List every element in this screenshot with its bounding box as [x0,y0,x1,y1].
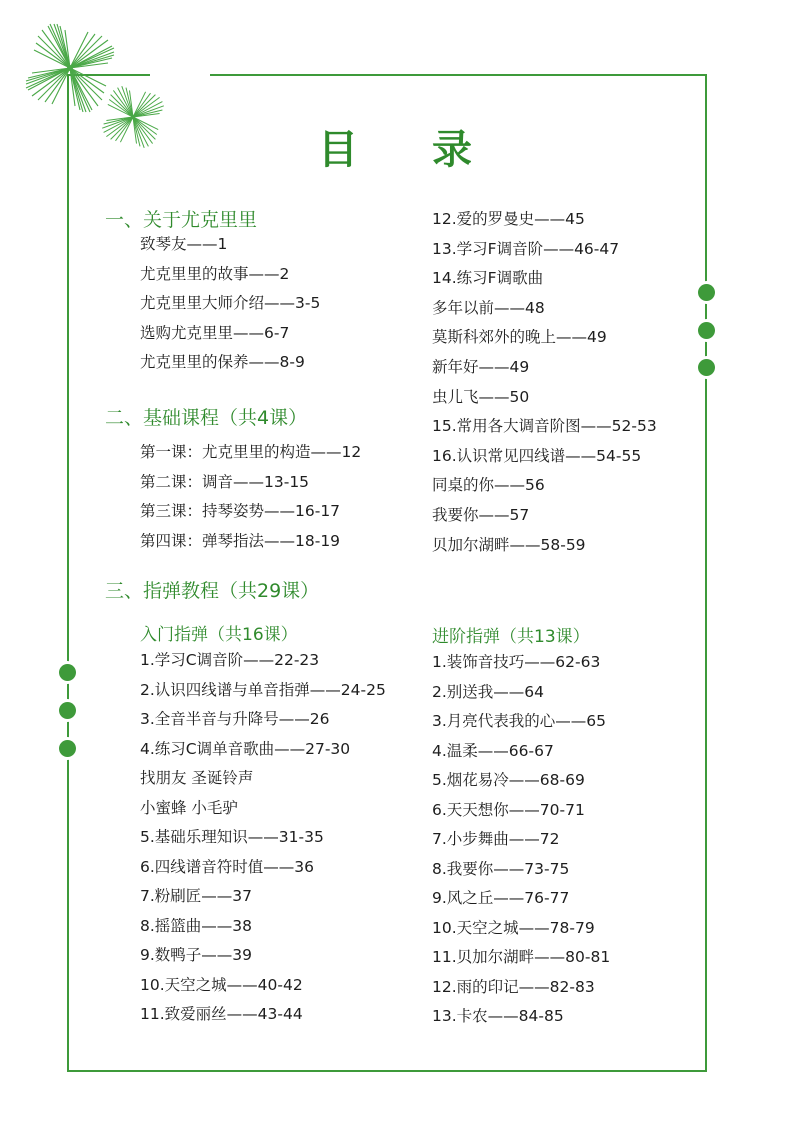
toc-entry: 13.学习F调音阶——46-47 [432,239,620,258]
toc-entry: 新年好——49 [432,358,530,376]
toc-entry: 我要你——57 [432,506,530,524]
toc-entry: 找朋友 圣诞铃声 [140,769,254,787]
toc-entry: 12.雨的印记——82-83 [432,977,595,996]
toc-entry: 10.天空之城——40-42 [140,975,303,994]
green-dot-icon [698,359,715,376]
toc-entry: 16.认识常见四线谱——54-55 [432,446,642,465]
toc-entry: 11.致爱丽丝——43-44 [140,1005,303,1023]
green-dot-icon [59,740,76,757]
section-heading-2: 二、基础课程（共4课） [105,407,308,429]
section-heading-1: 一、关于尤克里里 [105,209,258,231]
toc-entry: 第一课：尤克里里的构造——12 [140,443,362,461]
toc-entry: 8.摇篮曲——38 [140,916,253,935]
subsection-heading-right: 进阶指弹（共13课） [432,627,590,647]
toc-entry: 莫斯科郊外的晚上——49 [432,328,607,347]
toc-entry: 同桌的你——56 [432,476,545,495]
toc-entry: 10.天空之城——78-79 [432,918,595,937]
toc-entry: 7.小步舞曲——72 [432,830,560,848]
green-dot-icon [59,664,76,681]
toc-entry: 7.粉刷匠——37 [140,887,253,905]
toc-entry: 8.我要你——73-75 [432,859,570,878]
toc-entry: 5.烟花易冷——68-69 [432,771,585,789]
toc-entry: 第四课：弹琴指法——18-19 [140,531,341,550]
toc-entry: 5.基础乐理知识——31-35 [140,828,324,846]
green-dot-icon [59,702,76,719]
toc-entry: 尤克里里大师介绍——3-5 [140,294,321,312]
toc-entry: 3.月亮代表我的心——65 [432,712,607,730]
toc-entry: 4.练习C调单音歌曲——27-30 [140,739,351,758]
toc-entry: 虫儿飞——50 [432,387,530,406]
toc-entry: 2.别送我——64 [432,682,545,701]
toc-entry: 选购尤克里里——6-7 [140,323,290,342]
toc-entry: 15.常用各大调音阶图——52-53 [432,417,657,436]
toc-entry: 尤克里里的故事——2 [140,264,290,283]
toc-entry: 第二课：调音——13-15 [140,472,310,491]
toc-entry: 尤克里里的保养——8-9 [140,353,305,371]
green-dot-icon [698,322,715,339]
toc-entry: 9.风之丘——76-77 [432,889,570,907]
toc-entry: 6.四线谱音符时值——36 [140,857,315,876]
section-heading-3: 三、指弹教程（共29课） [105,580,320,602]
toc-entry: 小蜜蜂 小毛驴 [140,798,238,817]
toc-entry: 贝加尔湖畔——58-59 [432,535,586,554]
toc-entry: 6.天天想你——70-71 [432,800,585,819]
toc-entry: 9.数鸭子——39 [140,946,253,964]
toc-entry: 多年以前——48 [432,298,545,317]
toc-entry: 第三课：持琴姿势——16-17 [140,502,341,520]
toc-entry: 2.认识四线谱与单音指弹——24-25 [140,680,386,699]
toc-entry: 1.学习C调音阶——22-23 [140,651,320,669]
page-title: 目 录 [318,127,502,173]
toc-entry: 3.全音半音与升降号——26 [140,710,330,728]
subsection-heading-left: 入门指弹（共16课） [140,625,298,645]
toc-entry: 11.贝加尔湖畔——80-81 [432,948,611,966]
toc-entry: 4.温柔——66-67 [432,741,554,760]
toc-entry: 14.练习F调歌曲 [432,269,544,288]
toc-entry: 12.爱的罗曼史——45 [432,210,585,228]
toc-entry: 13.卡农——84-85 [432,1007,564,1025]
green-dot-icon [698,284,715,301]
toc-entry: 致琴友——1 [140,235,228,253]
toc-entry: 1.装饰音技巧——62-63 [432,653,601,671]
